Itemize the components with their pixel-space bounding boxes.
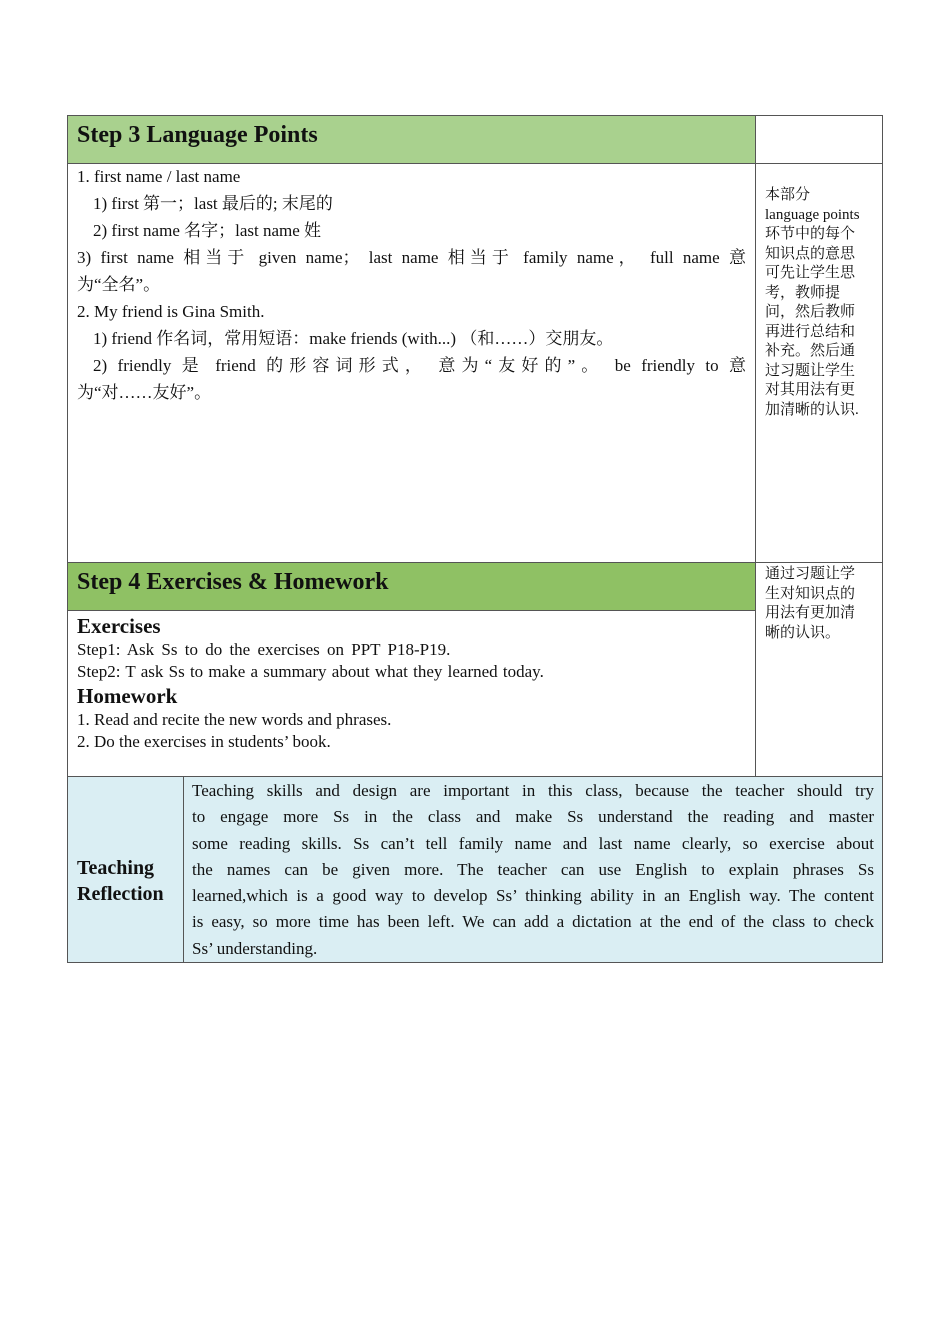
reflection-line: is easy, so more time has been left. We can add a dictation at the end of the class to check xyxy=(192,912,874,932)
step3-header-side-cell xyxy=(755,115,883,164)
reflection-label-line-2: Reflection xyxy=(77,882,164,905)
exercises-heading: Exercises xyxy=(77,614,161,638)
step3-note-line: 对其用法有更 xyxy=(765,382,856,398)
step3-content-cell xyxy=(67,163,756,563)
step3-note-line: language points xyxy=(765,206,860,223)
step3-note-line: 过习题让学生 xyxy=(765,362,856,379)
reflection-line: some reading skills. Ss can’t tell family name and last name clearly, so exercise about xyxy=(192,833,874,853)
step4-note-line: 通过习题让学 xyxy=(765,566,856,582)
step4-header xyxy=(67,562,756,611)
step4-title: Step 4 Exercises & Homework xyxy=(77,569,389,595)
step3-line-6: 2. My friend is Gina Smith. xyxy=(77,302,265,321)
reflection-line: Ss’ understanding. xyxy=(192,938,318,958)
step3-line-5: 为“全名”。 xyxy=(77,275,161,294)
step3-line-8: 2) friendly 是 friend 的形容词形式， 意为“友好的”。 be friendly to 意 xyxy=(93,356,746,375)
step4-note-line: 用法有更加清 xyxy=(765,605,856,621)
step3-note-line: 补充。然后通 xyxy=(765,343,856,359)
reflection-line: learned,which is a good way to develop Ss’ thinking ability in an English way. The content xyxy=(192,886,874,906)
step3-line-2: 1) first 第一；last 最后的; 末尾的 xyxy=(93,194,333,213)
reflection-line: to engage more Ss in the class and make Ss understand the reading and master xyxy=(192,807,874,827)
step4-content-cell xyxy=(67,610,756,777)
exercise-line: Step2: T ask Ss to make a summary about what they learned today. xyxy=(77,662,544,681)
step3-content xyxy=(68,163,755,406)
step4-content xyxy=(68,611,755,753)
reflection-label xyxy=(68,855,164,907)
homework-line: 2. Do the exercises in students’ book. xyxy=(77,732,331,751)
step3-note-line: 可先让学生思 xyxy=(765,265,856,281)
step3-title: Step 3 Language Points xyxy=(77,122,318,148)
homework-heading: Homework xyxy=(77,684,178,708)
reflection-text xyxy=(184,777,882,962)
step3-note-line: 加清晰的认识. xyxy=(765,401,859,418)
step3-note-line: 环节中的每个 xyxy=(765,226,856,242)
step4-note-cell xyxy=(755,562,883,777)
exercise-line: Step1: Ask Ss to do the exercises on PPT P18-P19. xyxy=(77,640,451,659)
step3-line-7: 1) friend 作名词，常用短语：make friends (with...) （和……）交朋友。 xyxy=(93,329,614,348)
step4-note xyxy=(756,563,882,643)
step4-note-line: 生对知识点的 xyxy=(765,585,856,602)
step3-line-4: 3) first name 相当于 given name； last name 相当于 family name， full name 意 xyxy=(77,248,746,267)
reflection-line: Teaching skills and design are important in this class, because the teacher should try xyxy=(192,781,874,800)
reflection-line: the names can be given more. The teacher can use English to explain phrases Ss xyxy=(192,859,874,879)
step3-line-3: 2) first name 名字；last name 姓 xyxy=(93,221,322,240)
step3-note-line: 问，然后教师 xyxy=(765,304,856,320)
step4-note-line: 晰的认识。 xyxy=(765,624,841,641)
step3-line-9: 为“对……友好”。 xyxy=(77,383,212,402)
step3-note-cell xyxy=(755,163,883,563)
step3-note xyxy=(756,164,882,420)
step3-note-line: 本部分 xyxy=(765,187,811,203)
step3-header xyxy=(67,115,756,164)
reflection-label-cell xyxy=(67,776,184,963)
step3-note-line: 再进行总结和 xyxy=(765,323,856,340)
step3-note-line: 考，教师提 xyxy=(765,284,841,301)
step3-line-1: 1. first name / last name xyxy=(77,167,241,186)
reflection-content-cell xyxy=(183,776,883,963)
step3-note-line: 知识点的意思 xyxy=(765,245,856,262)
reflection-label-line-1: Teaching xyxy=(77,856,155,879)
homework-line: 1. Read and recite the new words and phrases. xyxy=(77,710,392,729)
